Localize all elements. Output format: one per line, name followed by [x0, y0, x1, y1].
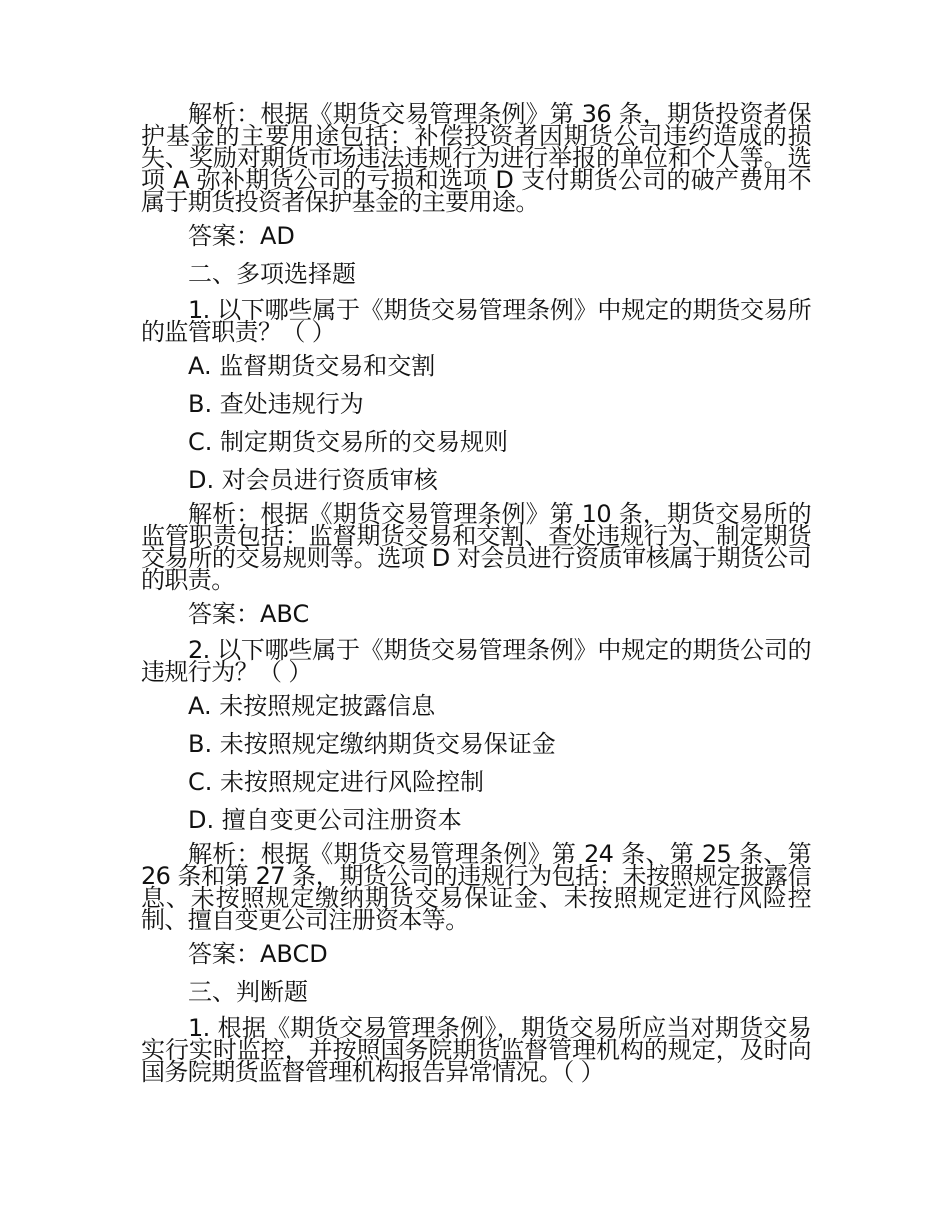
question-2-option-c: C. 未按照规定进行风险控制	[188, 768, 485, 796]
analysis-paragraph-2: 解析：根据《期货交易管理条例》第 24 条、第 25 条、第 26 条和第 27 条，期货公司的违规行为包括：未按照规定披露信息、未按照规定缴纳期货交易保证金、未按照规定进行风险控制、擅自变更公司注册资本等。	[141, 840, 811, 934]
question-1-option-b: B. 查处违规行为	[188, 390, 364, 418]
analysis-paragraph-1: 解析：根据《期货交易管理条例》第 10 条，期货交易所的监管职责包括：监督期货交易和交割、查处违规行为、制定期货交易所的交易规则等。选项 D 对会员进行资质审核属于期货公司的职责。	[141, 500, 811, 594]
section-title-multiple-choice: 二、多项选择题	[188, 260, 356, 288]
question-stem-2: 2. 以下哪些属于《期货交易管理条例》中规定的期货公司的违规行为？（ ）	[141, 636, 811, 686]
question-2-option-b: B. 未按照规定缴纳期货交易保证金	[188, 730, 556, 758]
analysis-paragraph-prev: 解析：根据《期货交易管理条例》第 36 条，期货投资者保护基金的主要用途包括：补偿投资者因期货公司违约造成的损失、奖励对期货市场违法违规行为进行举报的单位和个人等。选项 A 弥补期货公司的亏损和选项 D 支付期货公司的破产费用不属于期货投资者保护基金的主要用途。	[141, 100, 811, 216]
judgment-stem-1: 1. 根据《期货交易管理条例》，期货交易所应当对期货交易实行实时监控，并按照国务院期货监督管理机构的规定，及时向国务院期货监督管理机构报告异常情况。（ ）	[141, 1014, 811, 1086]
question-2-option-a: A. 未按照规定披露信息	[188, 692, 436, 720]
answer-line-1: 答案：ABC	[188, 600, 310, 628]
section-title-true-false: 三、判断题	[188, 978, 308, 1006]
document-content	[141, 100, 811, 1086]
question-1-option-d: D. 对会员进行资质审核	[188, 466, 438, 494]
question-1-option-c: C. 制定期货交易所的交易规则	[188, 428, 509, 456]
answer-line-2: 答案：ABCD	[188, 940, 328, 968]
answer-line-prev: 答案：AD	[188, 222, 295, 250]
question-stem-1: 1. 以下哪些属于《期货交易管理条例》中规定的期货交易所的监管职责？（ ）	[141, 296, 811, 346]
question-2-option-d: D. 擅自变更公司注册资本	[188, 806, 462, 834]
question-1-option-a: A. 监督期货交易和交割	[188, 352, 436, 380]
